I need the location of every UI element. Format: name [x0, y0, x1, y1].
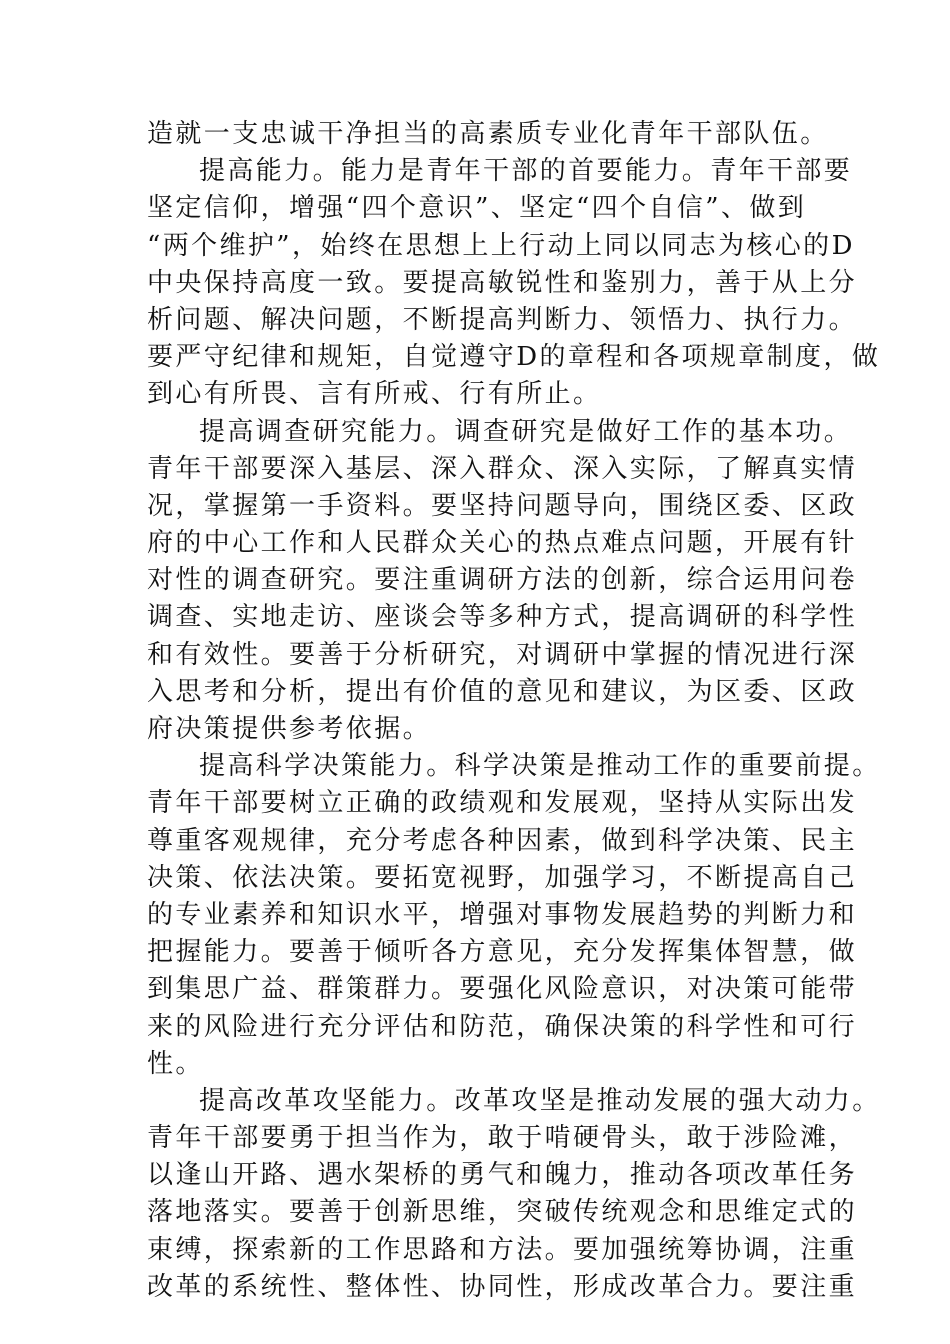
- text-line: 落地落实。要善于创新思维，突破传统观念和思维定式的: [147, 1197, 858, 1228]
- text-line: 析问题、解决问题，不断提高判断力、领悟力、执行力。: [147, 304, 858, 335]
- text-line: 改革的系统性、整体性、协同性，形成改革合力。要注重: [147, 1271, 858, 1302]
- text-line: 青年干部要树立正确的政绩观和发展观，坚持从实际出发: [147, 788, 858, 819]
- text-line: 到集思广益、群策群力。要强化风险意识，对决策可能带: [147, 974, 858, 1005]
- text-line: 决策、依法决策。要拓宽视野，加强学习，不断提高自己: [147, 862, 858, 893]
- paragraph-start-line: 提高改革攻坚能力。改革攻坚是推动发展的强大动力。: [199, 1085, 881, 1116]
- document-body: [147, 116, 881, 1306]
- text-line: 要严守纪律和规矩，自觉遵守D的章程和各项规章制度，做: [147, 342, 881, 373]
- text-line: 来的风险进行充分评估和防范，确保决策的科学性和可行: [147, 1011, 858, 1042]
- paragraph-start-line: 提高科学决策能力。科学决策是推动工作的重要前提。: [199, 751, 881, 782]
- text-line: 到心有所畏、言有所戒、行有所止。: [147, 379, 602, 410]
- text-line: 调查、实地走访、座谈会等多种方式，提高调研的科学性: [147, 602, 858, 633]
- text-line: 青年干部要深入基层、深入群众、深入实际，了解真实情: [147, 453, 858, 484]
- text-line: 把握能力。要善于倾听各方意见，充分发挥集体智慧，做: [147, 937, 858, 968]
- text-line: 青年干部要勇于担当作为，敢于啃硬骨头，敢于涉险滩，: [147, 1123, 858, 1154]
- paragraph-start-line: 提高调查研究能力。调查研究是做好工作的基本功。: [199, 416, 853, 447]
- text-line: 以逢山开路、遇水架桥的勇气和魄力，推动各项改革任务: [147, 1160, 858, 1191]
- text-line: 造就一支忠诚干净担当的高素质专业化青年干部队伍。: [147, 119, 829, 149]
- text-line: 的专业素养和知识水平，增强对事物发展趋势的判断力和: [147, 899, 858, 930]
- text-line: 况，掌握第一手资料。要坚持问题导向，围绕区委、区政: [147, 490, 858, 521]
- text-line: “两个维护”，始终在思想上上行动上同以同志为核心的D: [147, 230, 855, 261]
- paragraph-start-line: 提高能力。能力是青年干部的首要能力。青年干部要: [199, 156, 853, 187]
- text-line: 束缚，探索新的工作思路和方法。要加强统筹协调，注重: [147, 1234, 858, 1265]
- text-line: 尊重客观规律，充分考虑各种因素，做到科学决策、民主: [147, 825, 858, 856]
- text-line: 性。: [147, 1048, 204, 1079]
- text-line: 入思考和分析，提出有价值的意见和建议，为区委、区政: [147, 676, 858, 707]
- text-line: 府的中心工作和人民群众关心的热点难点问题，开展有针: [147, 528, 858, 559]
- text-line: 坚定信仰，增强“四个意识”、坚定“四个自信”、做到: [147, 193, 807, 224]
- text-line: 中央保持高度一致。要提高敏锐性和鉴别力，善于从上分: [147, 267, 858, 298]
- text-line: 府决策提供参考依据。: [147, 714, 432, 744]
- text-line: 对性的调查研究。要注重调研方法的创新，综合运用问卷: [147, 565, 858, 596]
- text-line: 和有效性。要善于分析研究，对调研中掌握的情况进行深: [147, 639, 858, 670]
